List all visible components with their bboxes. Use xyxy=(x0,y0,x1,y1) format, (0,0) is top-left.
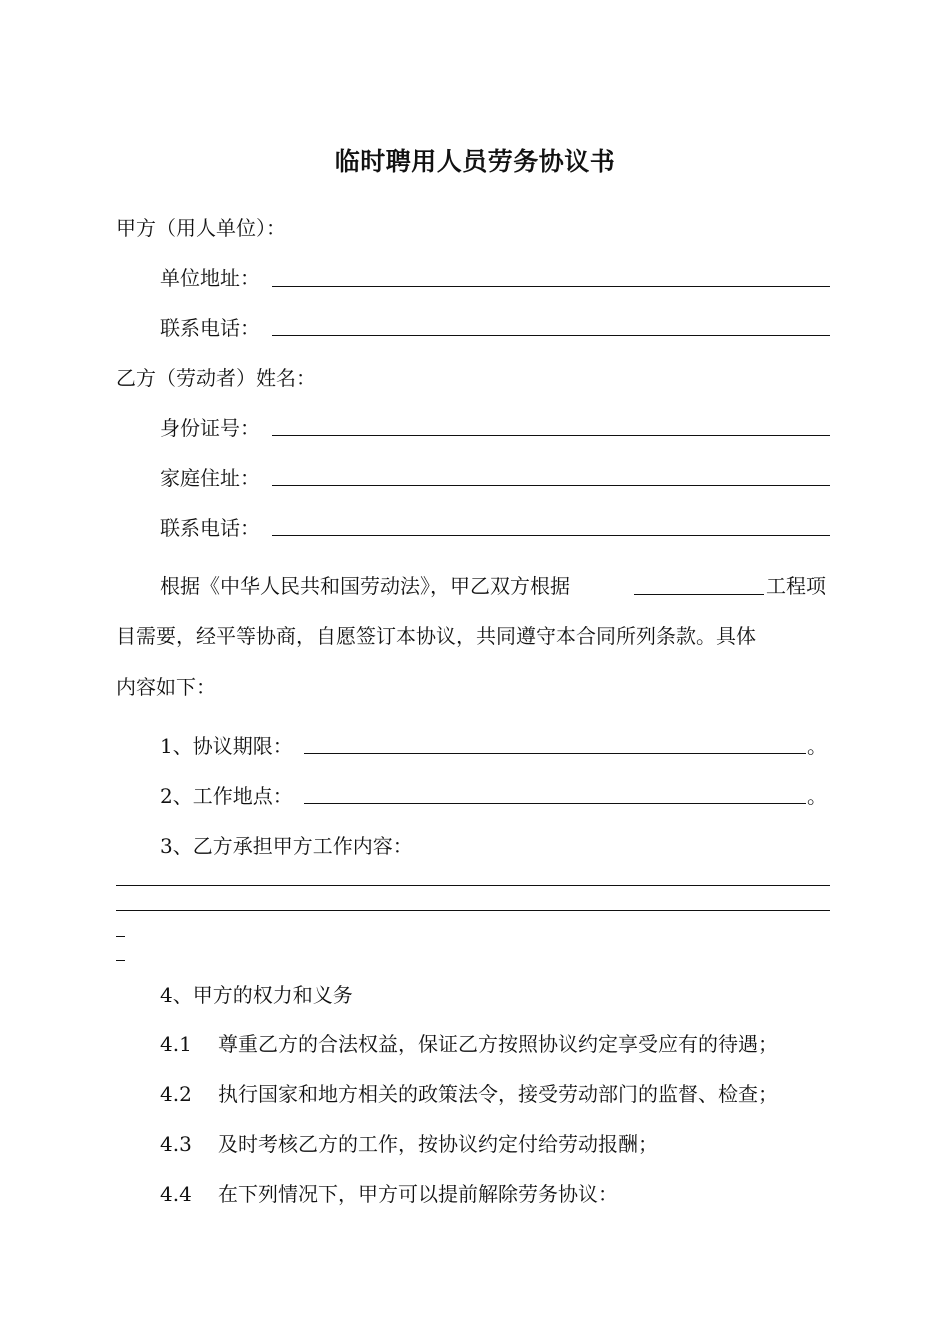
clause-4-3-text: 及时考核乙方的工作，按协议约定付给劳动报酬； xyxy=(218,1132,658,1156)
document-title: 临时聘用人员劳务协议书 xyxy=(334,147,616,176)
clause-1-label: 1、协议期限： xyxy=(160,734,293,758)
home-address-label: 家庭住址： xyxy=(160,466,260,490)
party-a-phone-blank[interactable] xyxy=(272,335,830,336)
party-b-phone-label: 联系电话： xyxy=(160,516,260,540)
preamble-part2: 工程项 xyxy=(766,574,826,598)
clause-4-3-number: 4.3 xyxy=(160,1132,192,1156)
preamble-line2: 目需要，经平等协商，自愿签订本协议，共同遵守本合同所列条款。具体 xyxy=(116,624,756,648)
clause-1-period: 。 xyxy=(807,734,827,758)
clause-4-2-text: 执行国家和地方相关的政策法令，接受劳动部门的监督、检查； xyxy=(218,1082,778,1106)
work-content-blank-1[interactable] xyxy=(116,885,830,886)
home-address-blank[interactable] xyxy=(272,485,830,486)
work-content-blank-4[interactable] xyxy=(116,960,125,961)
clause-2-period: 。 xyxy=(807,784,827,808)
clause-4-1-number: 4.1 xyxy=(160,1032,192,1056)
unit-address-blank[interactable] xyxy=(272,286,830,287)
id-number-blank[interactable] xyxy=(272,435,830,436)
clause-4-2-number: 4.2 xyxy=(160,1082,192,1106)
party-b-phone-blank[interactable] xyxy=(272,535,830,536)
clause-4-heading: 4、甲方的权力和义务 xyxy=(160,983,353,1007)
clause-4-1-text: 尊重乙方的合法权益，保证乙方按照协议约定享受应有的待遇； xyxy=(218,1032,778,1056)
unit-address-label: 单位地址： xyxy=(160,266,260,290)
project-name-blank[interactable] xyxy=(634,594,764,595)
clause-4-4-number: 4.4 xyxy=(160,1182,192,1206)
party-a-phone-label: 联系电话： xyxy=(160,316,260,340)
work-content-blank-3[interactable] xyxy=(116,936,125,937)
work-location-blank[interactable] xyxy=(304,803,806,804)
clause-4-4-text: 在下列情况下，甲方可以提前解除劳务协议： xyxy=(218,1182,618,1206)
party-b-heading: 乙方（劳动者）姓名： xyxy=(116,366,316,390)
agreement-term-blank[interactable] xyxy=(304,753,806,754)
clause-2-label: 2、工作地点： xyxy=(160,784,293,808)
work-content-blank-2[interactable] xyxy=(116,910,830,911)
preamble-line3: 内容如下： xyxy=(116,675,216,699)
party-a-heading: 甲方（用人单位）： xyxy=(116,216,286,240)
preamble-part1: 根据《中华人民共和国劳动法》，甲乙双方根据 xyxy=(160,574,570,598)
clause-3-label: 3、乙方承担甲方工作内容： xyxy=(160,834,413,858)
id-number-label: 身份证号： xyxy=(160,416,260,440)
